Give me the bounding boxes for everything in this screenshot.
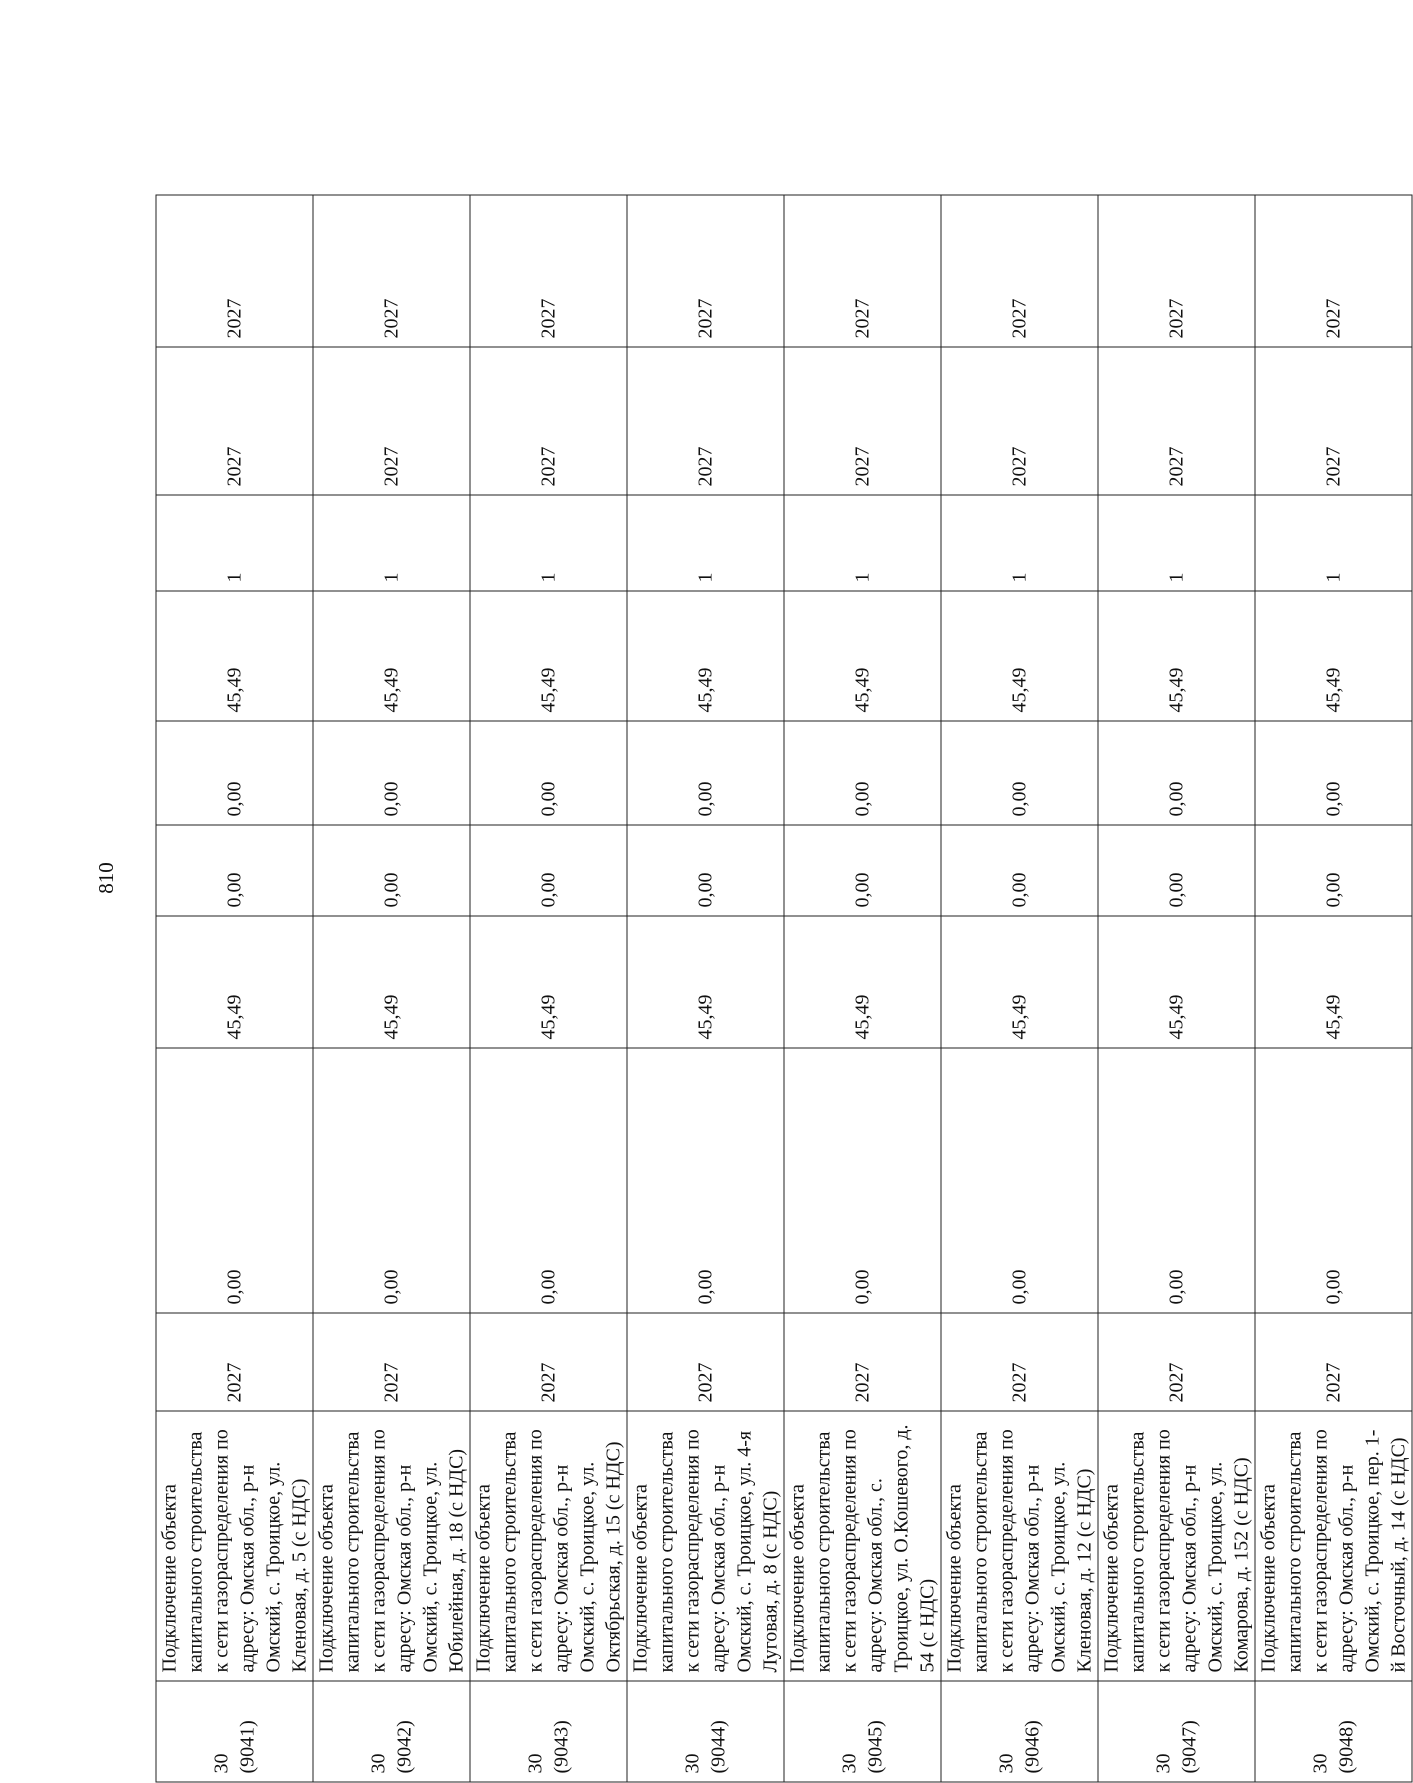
table-row — [627, 195, 784, 1782]
value-3: 0,00 — [470, 825, 627, 916]
year-a: 2027 — [784, 347, 941, 495]
year-a: 2027 — [156, 347, 313, 495]
value-2: 45,49 — [1255, 916, 1412, 1048]
row-number-cell — [1255, 1681, 1412, 1782]
row-code: (9046) — [1021, 1720, 1044, 1774]
row-number-cell — [313, 1681, 470, 1782]
year-b: 2027 — [1255, 195, 1412, 347]
year-start: 2027 — [627, 1313, 784, 1411]
year-start: 2027 — [470, 1313, 627, 1411]
value-2: 45,49 — [784, 916, 941, 1048]
object-name: Подключение объекта капитального строительства к сети газораспределения по адресу: Омская обл., р-н Омский, с. Троицкое, ул. 4-я Луговая, д. 8 (с НДС) — [627, 1411, 784, 1681]
investment-table — [156, 195, 1413, 1783]
year-start: 2027 — [313, 1313, 470, 1411]
object-name: Подключение объекта капитального строительства к сети газораспределения по адресу: Омская обл., р-н Омский, с. Троицкое, ул. Октябрьская, д. 15 (с НДС) — [470, 1411, 627, 1681]
value-3: 0,00 — [1098, 825, 1255, 916]
value-3: 0,00 — [784, 825, 941, 916]
year-b: 2027 — [313, 195, 470, 347]
row-code: (9047) — [1178, 1720, 1201, 1774]
value-2: 45,49 — [470, 916, 627, 1048]
row-number: 30 — [524, 1753, 547, 1774]
table-row — [941, 195, 1098, 1782]
value-5: 45,49 — [156, 591, 313, 721]
value-5: 45,49 — [313, 591, 470, 721]
row-number: 30 — [681, 1753, 704, 1774]
year-start: 2027 — [1098, 1313, 1255, 1411]
table-row — [784, 195, 941, 1782]
value-3: 0,00 — [941, 825, 1098, 916]
year-start: 2027 — [1255, 1313, 1412, 1411]
table-row — [1255, 195, 1412, 1782]
value-1: 0,00 — [784, 1048, 941, 1313]
row-number-cell — [941, 1681, 1098, 1782]
value-2: 45,49 — [313, 916, 470, 1048]
value-4: 0,00 — [941, 721, 1098, 825]
value-1: 0,00 — [470, 1048, 627, 1313]
row-number-cell — [627, 1681, 784, 1782]
value-4: 0,00 — [313, 721, 470, 825]
row-number: 30 — [1309, 1753, 1332, 1774]
year-a: 2027 — [313, 347, 470, 495]
value-3: 0,00 — [627, 825, 784, 916]
year-start: 2027 — [941, 1313, 1098, 1411]
value-1: 0,00 — [156, 1048, 313, 1313]
row-code: (9045) — [864, 1720, 887, 1774]
row-number-cell — [784, 1681, 941, 1782]
row-number: 30 — [838, 1753, 861, 1774]
quantity: 1 — [1255, 495, 1412, 591]
row-code: (9042) — [393, 1720, 416, 1774]
table-row — [156, 195, 313, 1782]
year-b: 2027 — [156, 195, 313, 347]
row-number: 30 — [1152, 1753, 1175, 1774]
object-name: Подключение объекта капитального строительства к сети газораспределения по адресу: Омская обл., р-н Омский, с. Троицкое, пер. 1-й Восточный, д. 14 (с НДС) — [1255, 1411, 1412, 1681]
value-4: 0,00 — [1255, 721, 1412, 825]
value-3: 0,00 — [1255, 825, 1412, 916]
year-a: 2027 — [627, 347, 784, 495]
value-4: 0,00 — [1098, 721, 1255, 825]
row-code: (9044) — [707, 1720, 730, 1774]
row-number-cell — [156, 1681, 313, 1782]
table-body — [156, 195, 1412, 1782]
value-2: 45,49 — [156, 916, 313, 1048]
quantity: 1 — [470, 495, 627, 591]
value-5: 45,49 — [1255, 591, 1412, 721]
value-2: 45,49 — [941, 916, 1098, 1048]
value-1: 0,00 — [627, 1048, 784, 1313]
value-4: 0,00 — [156, 721, 313, 825]
row-number: 30 — [210, 1753, 233, 1774]
value-3: 0,00 — [313, 825, 470, 916]
value-1: 0,00 — [941, 1048, 1098, 1313]
object-name: Подключение объекта капитального строительства к сети газораспределения по адресу: Омская обл., р-н Омский, с. Троицкое, ул. Кленовая, д. 5 (с НДС) — [156, 1411, 313, 1681]
value-4: 0,00 — [627, 721, 784, 825]
value-5: 45,49 — [784, 591, 941, 721]
year-a: 2027 — [1098, 347, 1255, 495]
object-name: Подключение объекта капитального строительства к сети газораспределения по адресу: Омская обл., с. Троицкое, ул. О.Кошевого, д. 54 (с НДС) — [784, 1411, 941, 1681]
quantity: 1 — [156, 495, 313, 591]
value-5: 45,49 — [470, 591, 627, 721]
value-1: 0,00 — [1098, 1048, 1255, 1313]
year-a: 2027 — [941, 347, 1098, 495]
row-number-cell — [470, 1681, 627, 1782]
year-b: 2027 — [941, 195, 1098, 347]
value-4: 0,00 — [784, 721, 941, 825]
row-number-cell — [1098, 1681, 1255, 1782]
value-2: 45,49 — [627, 916, 784, 1048]
quantity: 1 — [1098, 495, 1255, 591]
year-b: 2027 — [627, 195, 784, 347]
object-name: Подключение объекта капитального строительства к сети газораспределения по адресу: Омская обл., р-н Омский, с. Троицкое, ул. Кленовая, д. 12 (с НДС) — [941, 1411, 1098, 1681]
value-3: 0,00 — [156, 825, 313, 916]
value-1: 0,00 — [1255, 1048, 1412, 1313]
year-b: 2027 — [470, 195, 627, 347]
year-start: 2027 — [784, 1313, 941, 1411]
year-b: 2027 — [1098, 195, 1255, 347]
value-5: 45,49 — [1098, 591, 1255, 721]
value-1: 0,00 — [313, 1048, 470, 1313]
quantity: 1 — [784, 495, 941, 591]
table-row — [313, 195, 470, 1782]
rotated-table-wrapper — [156, 196, 1410, 1783]
year-a: 2027 — [1255, 347, 1412, 495]
object-name: Подключение объекта капитального строительства к сети газораспределения по адресу: Омская обл., р-н Омский, с. Троицкое, ул. Комарова, д. 152 (с НДС) — [1098, 1411, 1255, 1681]
table-row — [1098, 195, 1255, 1782]
year-b: 2027 — [784, 195, 941, 347]
row-code: (9048) — [1335, 1720, 1358, 1774]
row-code: (9041) — [236, 1720, 259, 1774]
row-number: 30 — [367, 1753, 390, 1774]
object-name: Подключение объекта капитального строительства к сети газораспределения по адресу: Омская обл., р-н Омский, с. Троицкое, ул. Юбилейная, д. 18 (с НДС) — [313, 1411, 470, 1681]
year-a: 2027 — [470, 347, 627, 495]
row-number: 30 — [995, 1753, 1018, 1774]
value-4: 0,00 — [470, 721, 627, 825]
table-row — [470, 195, 627, 1782]
quantity: 1 — [313, 495, 470, 591]
value-5: 45,49 — [941, 591, 1098, 721]
row-code: (9043) — [550, 1720, 573, 1774]
quantity: 1 — [941, 495, 1098, 591]
quantity: 1 — [627, 495, 784, 591]
value-2: 45,49 — [1098, 916, 1255, 1048]
page-number: 810 — [94, 862, 118, 894]
value-5: 45,49 — [627, 591, 784, 721]
year-start: 2027 — [156, 1313, 313, 1411]
